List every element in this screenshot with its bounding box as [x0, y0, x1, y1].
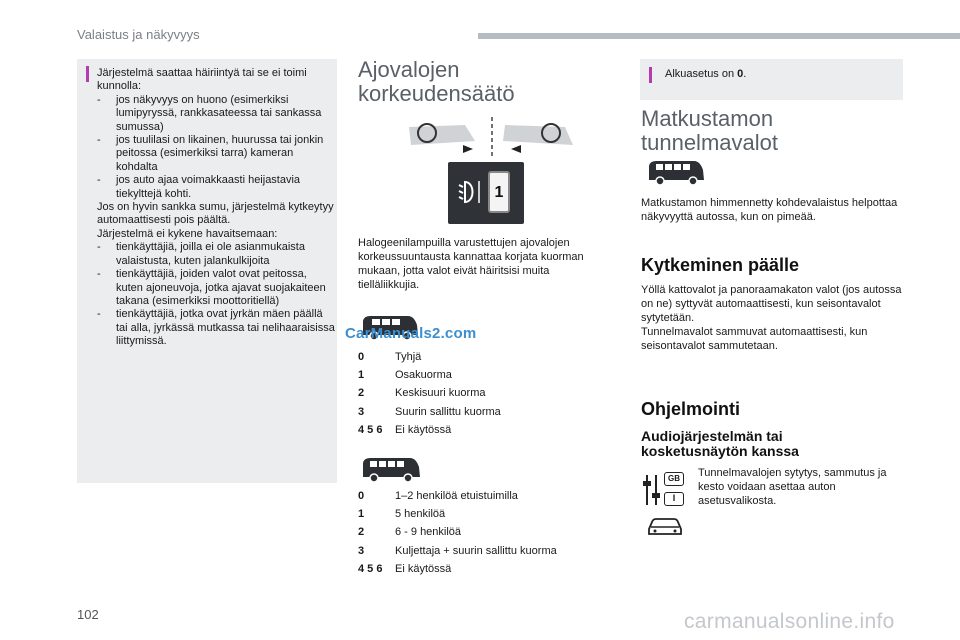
headlamp-beam-illustration: [405, 115, 580, 159]
section-title: Valaistus ja näkyvyys: [77, 27, 200, 42]
legend-row: 0 Tyhjä: [358, 351, 422, 363]
footer-watermark: carmanualsonline.info: [684, 610, 895, 633]
ambient-lighting-title: Matkustamon tunnelmavalot: [641, 106, 778, 155]
legend-row: 3 Suurin sallittu kuorma: [358, 405, 501, 418]
legend-row: 1 Osakuorma: [358, 369, 452, 382]
switch-on-heading: Kytkeminen päälle: [641, 255, 800, 275]
gb-badge: GB: [664, 472, 684, 486]
list-item: - jos näkyvyys on huono (esimerkiksi lumipyryssä, rankkasateessa tai sankassa sumussa): [97, 93, 322, 133]
audio-heading: Audiojärjestelmän tai kosketusnäytön kanssa: [641, 428, 799, 459]
watermark-text: CarManuals2.com: [345, 325, 477, 342]
i-badge: I: [664, 492, 684, 506]
audio-text: Tunnelmavalojen sytytys, sammutus ja kesto voidaan asettaa auton asetusvalikosta.: [698, 467, 887, 507]
legend-row: 2 Keskisuuri kuorma: [358, 387, 486, 400]
van-icon: [646, 158, 706, 188]
header-bar: [478, 33, 960, 39]
switch-on-text: Yöllä kattovalot ja panoraamakaton valot (jos autossa on ne) syttyvät automaattisesti, kun seisontavalot sytytetään. Tunnelmavalot sammuvat automaattisesti, kun seisontavalot sammutetaan.: [641, 284, 902, 352]
legend-row: 3 Kuljettaja + suurin sallittu kuorma: [358, 544, 557, 557]
warning-info-box: [77, 59, 337, 483]
page-number: 102: [77, 607, 99, 622]
minibus-icon: [360, 455, 422, 485]
list-item: - jos tuulilasi on likainen, huurussa tai jonkin peitossa (esimerkiksi tarra) kameran kohdalta: [97, 134, 324, 173]
list-item: - tienkäyttäjiä, jotka ovat jyrkän mäen päällä tai alla, jyrkässä mutkassa tai nelihaaraisissa liittymissä.: [97, 308, 335, 348]
legend-2: [358, 487, 618, 578]
headlamp-dial-illustration: [448, 162, 524, 224]
legend-row: 1 5 henkilöä: [358, 508, 446, 521]
list-item: - jos auto ajaa voimakkaasti heijastavia tiekylttejä kohti.: [97, 174, 301, 200]
ambient-intro: Matkustamon himmennetty kohdevalaistus helpottaa näkyvyyttä autossa, kun on pimeää.: [641, 197, 898, 223]
fog-paragraph: Jos on hyvin sankka sumu, järjestelmä kytkeytyy automaattisesti pois päältä.: [97, 201, 334, 227]
info-icon: [649, 67, 652, 83]
headlamp-adjust-title: Ajovalojen korkeudensäätö: [358, 57, 515, 106]
legend-1: [358, 348, 598, 439]
dial-wheel: 1: [488, 171, 510, 213]
intro-text: Järjestelmä saattaa häiriintyä tai se ei toimi kunnolla:: [97, 67, 307, 93]
info-icon: [86, 66, 89, 82]
headlamp-description: Halogeenilampuilla varustettujen ajovalojen korkeussuuntausta kannattaa korjata kuorman mukaan, jotta valot eivät häiritsisi muita tielläliikkujia.: [358, 237, 584, 291]
legend-row: 4 5 6 Ei käytössä: [358, 562, 452, 575]
programming-heading: Ohjelmointi: [641, 399, 740, 419]
list-item: - tienkäyttäjiä, joilla ei ole asianmukaista valaistusta, kuten jalankulkijoita: [97, 241, 305, 267]
intro-text-2: Järjestelmä ei kykene havaitsemaan:: [97, 227, 278, 240]
list-item: - tienkäyttäjiä, joiden valot ovat peitossa, kuten ajoneuvoja, jotka ajavat suojakaiteen takana (esimerkiksi moottoritiellä): [97, 268, 326, 307]
car-icon: [646, 515, 684, 537]
note-text: Alkuasetus on 0.: [665, 68, 747, 80]
warning-text: [97, 67, 335, 349]
legend-row: 0 1–2 henkilöä etuistuimilla: [358, 490, 518, 502]
legend-row: 4 5 6 Ei käytössä: [358, 423, 452, 436]
headlamp-icon: [457, 177, 485, 207]
default-setting-note: [640, 59, 903, 100]
legend-row: 2 6 - 9 henkilöä: [358, 526, 462, 539]
